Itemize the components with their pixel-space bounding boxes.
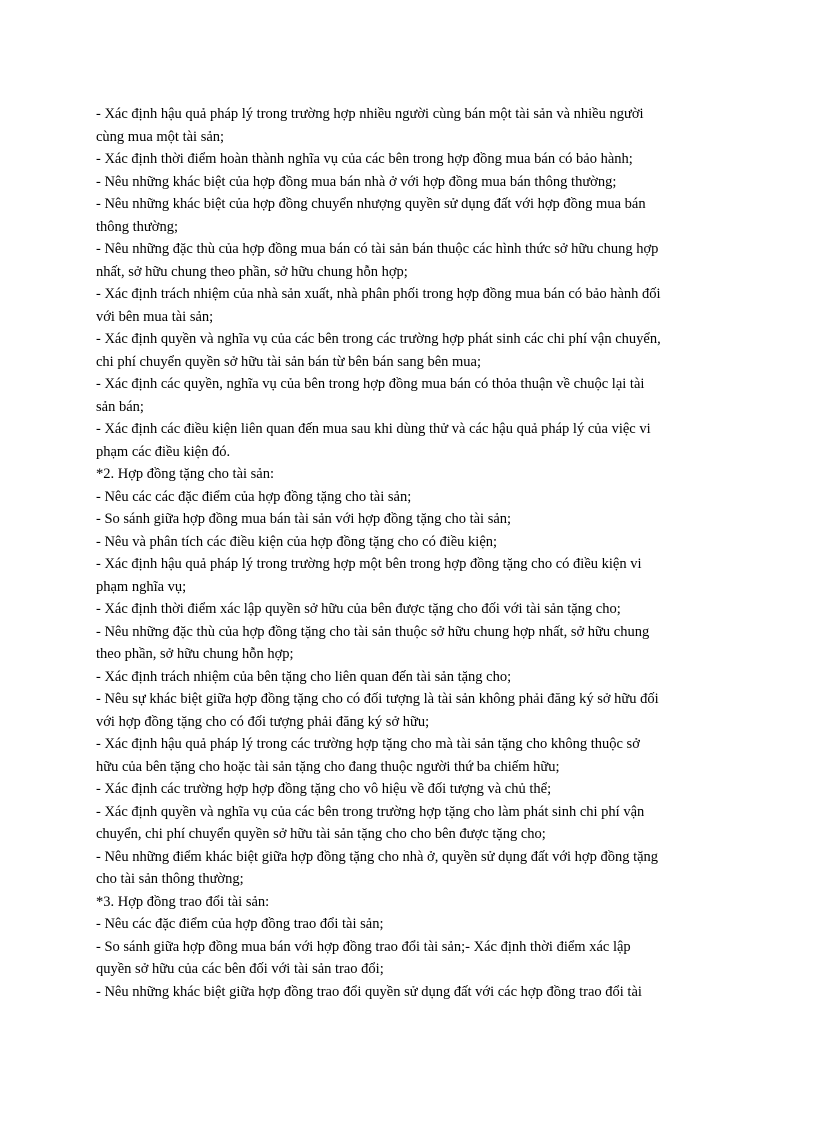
text-line: - Xác định các trường hợp hợp đồng tặng cho vô hiệu về đối tượng và chủ thể; xyxy=(96,781,552,797)
text-line: với bên mua tài sản; xyxy=(96,308,214,325)
text-line: - Nêu những điểm khác biệt giữa hợp đồng tặng cho nhà ở, quyền sử dụng đất với hợp đồng tặng xyxy=(96,848,659,865)
text-line: - Xác định trách nhiệm của bên tặng cho liên quan đến tài sản tặng cho; xyxy=(96,668,512,685)
text-line: - Xác định quyền và nghĩa vụ của các bên trong các trường hợp phát sinh các chi phí vận chuyển, xyxy=(96,331,661,347)
text-line: - Xác định hậu quả pháp lý trong trường hợp nhiều người cùng bán một tài sản và nhiều người xyxy=(96,106,644,122)
text-line: phạm nghĩa vụ; xyxy=(96,578,187,595)
text-line: theo phần, sở hữu chung hỗn hợp; xyxy=(96,646,294,662)
text-line: cùng mua một tài sản; xyxy=(96,128,225,145)
text-line: chi phí chuyển quyền sở hữu tài sản bán từ bên bán sang bên mua; xyxy=(96,353,481,370)
text-line: với hợp đồng tặng cho có đối tượng phải đăng ký sở hữu; xyxy=(96,713,430,730)
text-line: - Xác định thời điểm xác lập quyền sở hữu của bên được tặng cho đối với tài sản tặng cho; xyxy=(96,601,621,617)
text-line: - So sánh giữa hợp đồng mua bán tài sản với hợp đồng tặng cho tài sản; xyxy=(96,511,512,527)
text-line: - Nêu những đặc thù của hợp đồng tặng cho tài sản thuộc sở hữu chung hợp nhất, sở hữu chung xyxy=(96,623,650,640)
text-line: *2. Hợp đồng tặng cho tài sản: xyxy=(96,466,275,482)
text-line: - Nêu những khác biệt của hợp đồng chuyển nhượng quyền sử dụng đất với hợp đồng mua bán xyxy=(96,196,646,212)
text-line: - Xác định hậu quả pháp lý trong trường hợp một bên trong hợp đồng tặng cho có điều kiện vi xyxy=(96,556,642,572)
text-line: - Xác định các quyền, nghĩa vụ của bên trong hợp đồng mua bán có thỏa thuận về chuộc lại tài xyxy=(96,376,645,392)
text-line: - Nêu các đặc điểm của hợp đồng trao đổi tài sản; xyxy=(96,916,384,932)
text-line: - So sánh giữa hợp đồng mua bán với hợp đồng trao đổi tài sản;- Xác định thời điểm xác lập xyxy=(96,938,631,955)
text-line: - Nêu sự khác biệt giữa hợp đồng tặng cho có đối tượng là tài sản không phải đăng ký sở hữu đối xyxy=(96,691,659,707)
text-line: quyền sở hữu của các bên đối với tài sản trao đổi; xyxy=(96,961,384,977)
text-line: - Nêu các các đặc điểm của hợp đồng tặng cho tài sản; xyxy=(96,488,412,505)
text-line: - Xác định quyền và nghĩa vụ của các bên trong trường hợp tặng cho làm phát sinh chi phí vận xyxy=(96,803,645,820)
text-line: hữu của bên tặng cho hoặc tài sản tặng cho đang thuộc người thứ ba chiếm hữu; xyxy=(96,758,560,775)
text-line: - Nêu những khác biệt của hợp đồng mua bán nhà ở với hợp đồng mua bán thông thường; xyxy=(96,173,617,190)
text-line: - Nêu những khác biệt giữa hợp đồng trao đổi quyền sử dụng đất với các hợp đồng trao đổi tài xyxy=(96,983,642,1000)
text-line: - Nêu và phân tích các điều kiện của hợp đồng tặng cho có điều kiện; xyxy=(96,533,498,550)
text-line: nhất, sở hữu chung theo phần, sở hữu chung hỗn hợp; xyxy=(96,263,408,280)
text-line: sản bán; xyxy=(96,398,144,415)
text-line: *3. Hợp đồng trao đổi tài sản: xyxy=(96,893,270,910)
text-line: thông thường; xyxy=(96,218,178,235)
document-body xyxy=(96,103,722,1003)
text-line: - Nêu những đặc thù của hợp đồng mua bán có tài sản bán thuộc các hình thức sở hữu chung hợp xyxy=(96,241,659,257)
text-line: chuyển, chi phí chuyển quyền sở hữu tài sản tặng cho cho bên được tặng cho; xyxy=(96,826,546,842)
text-line: - Xác định hậu quả pháp lý trong các trường hợp tặng cho mà tài sản tặng cho không thuộc sở xyxy=(96,736,640,752)
text-line: cho tài sản thông thường; xyxy=(96,871,244,887)
text-line: phạm các điều kiện đó. xyxy=(96,443,231,460)
text-line: - Xác định các điều kiện liên quan đến mua sau khi dùng thử và các hậu quả pháp lý của việc vi xyxy=(96,421,651,437)
text-line: - Xác định trách nhiệm của nhà sản xuất, nhà phân phối trong hợp đồng mua bán có bảo hành đối xyxy=(96,286,661,302)
text-line: - Xác định thời điểm hoàn thành nghĩa vụ của các bên trong hợp đồng mua bán có bảo hành; xyxy=(96,151,633,167)
